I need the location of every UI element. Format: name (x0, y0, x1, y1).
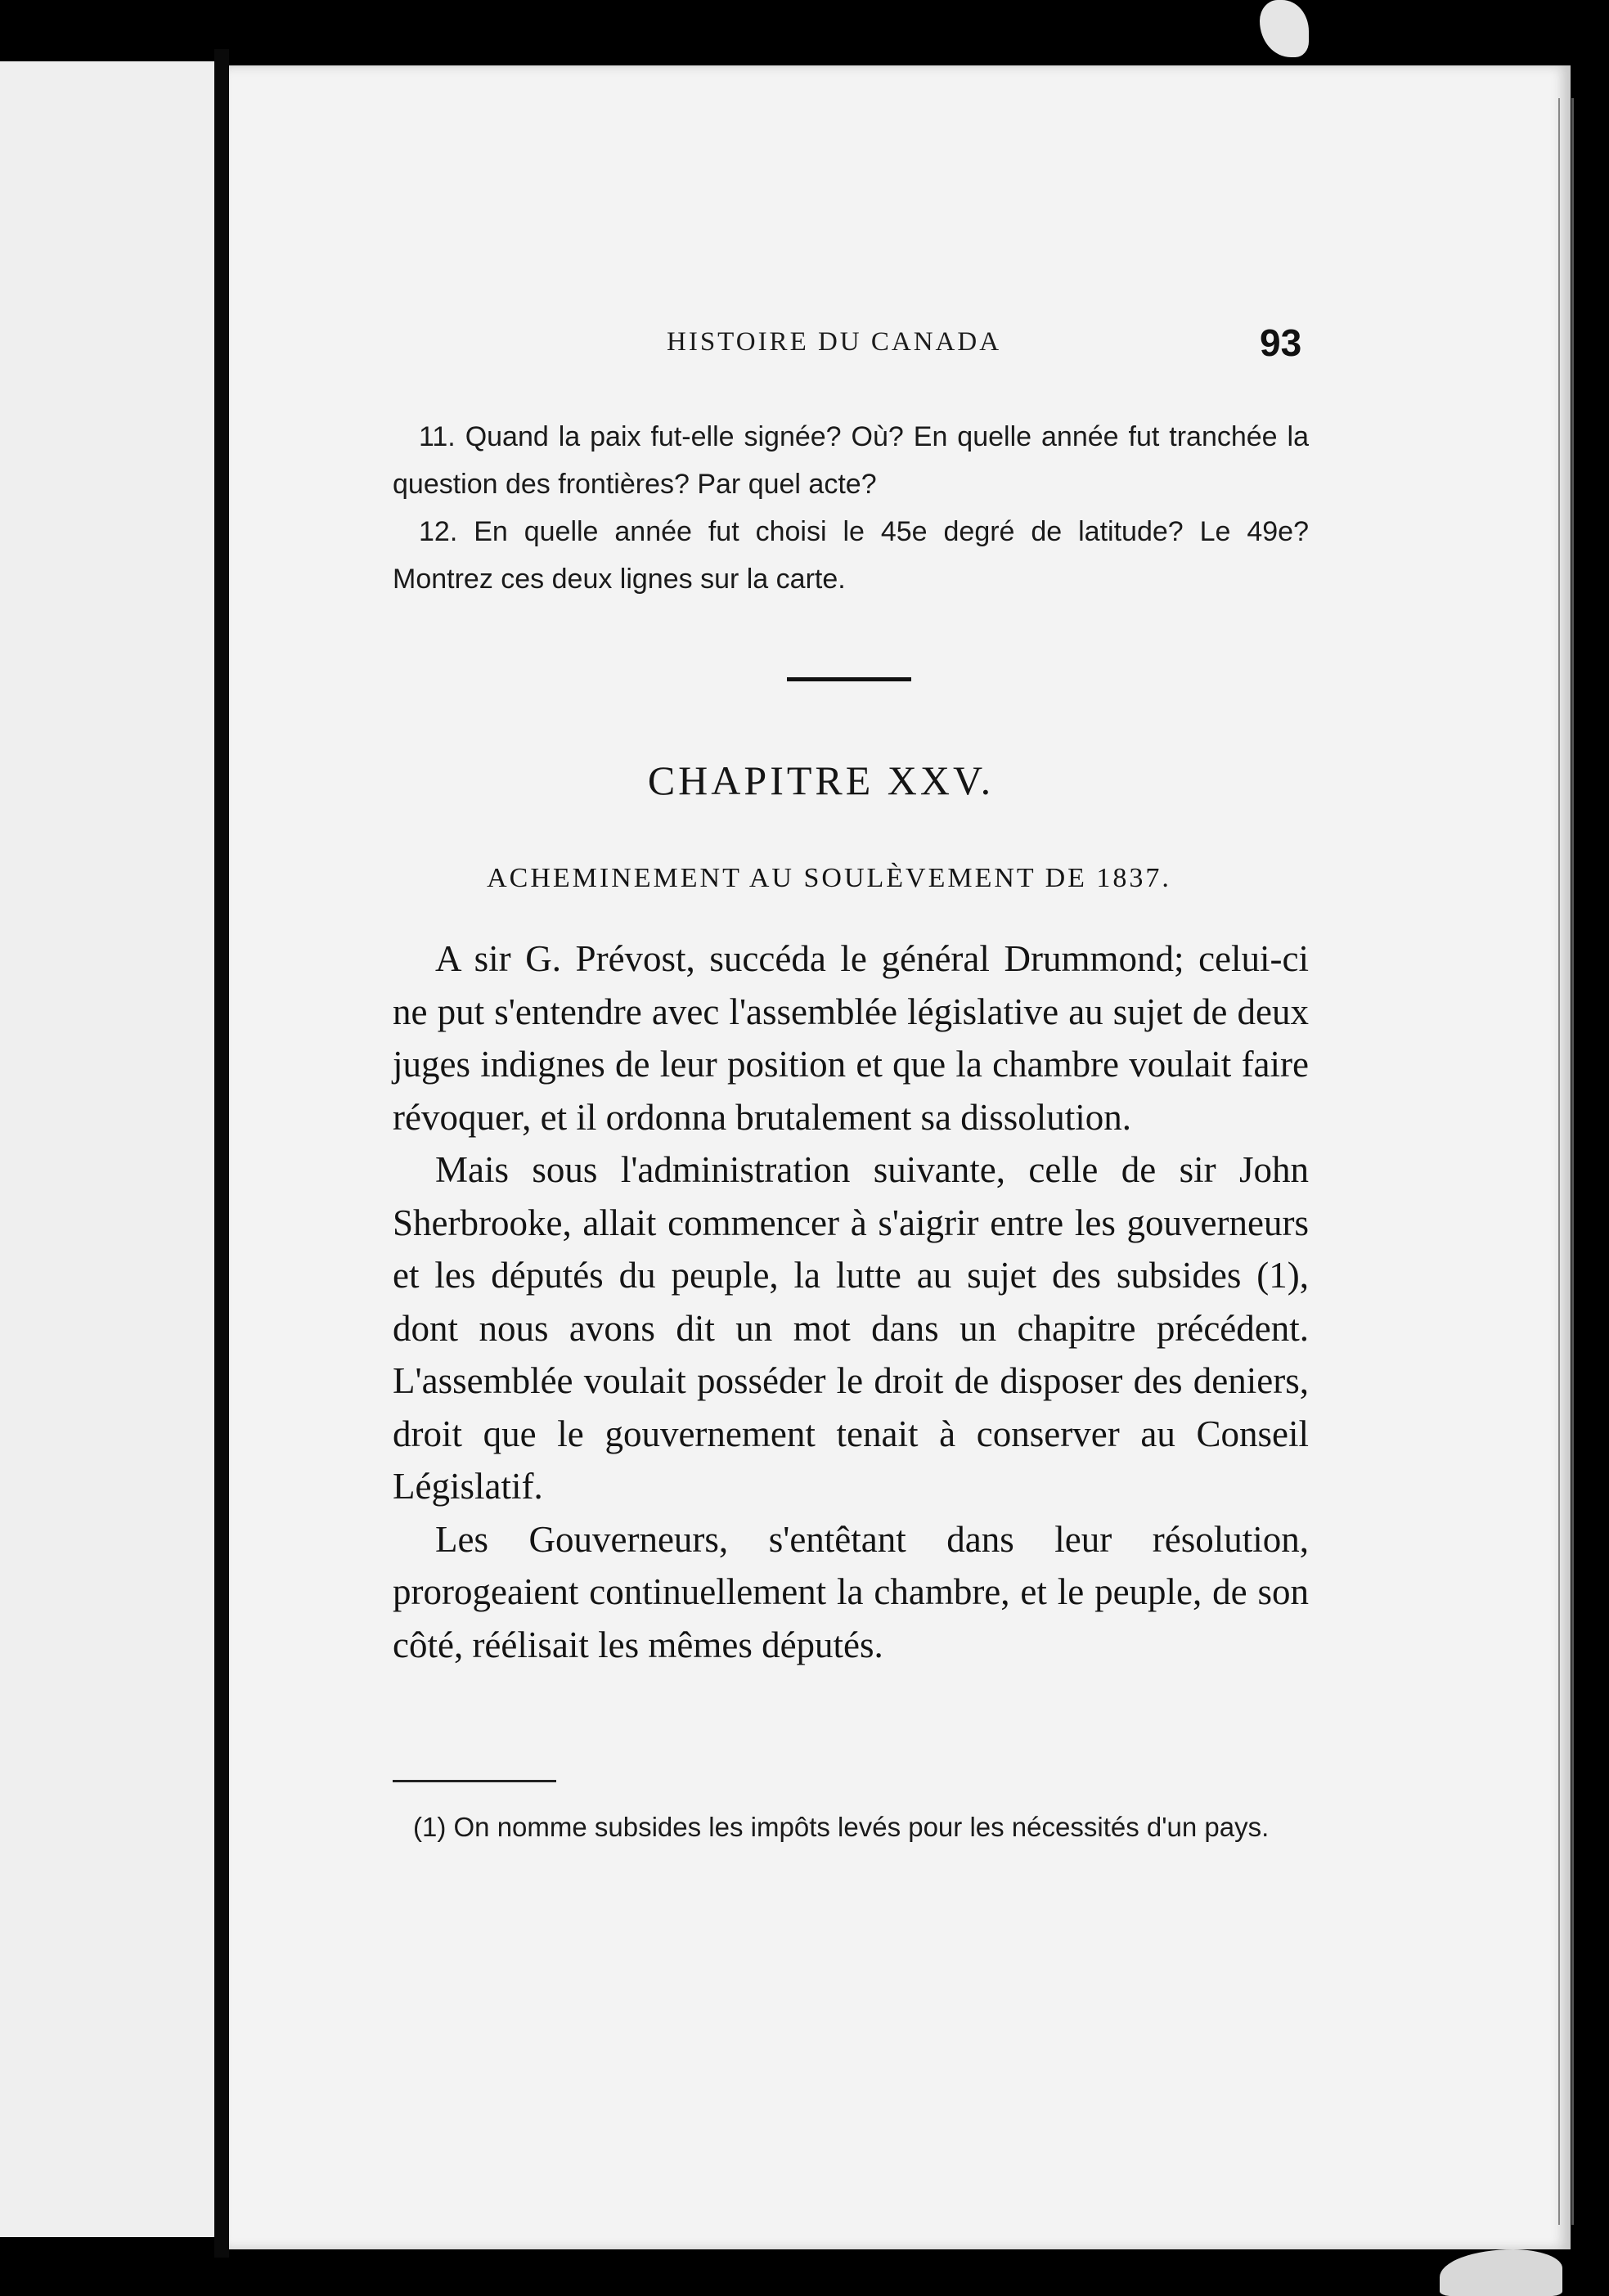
paragraph: A sir G. Prévost, succéda le général Drummond; celui-ci ne put s'entendre avec l'assemblée législative au sujet de deux juges indignes de leur position et que la chambre voulait faire révoquer, et il ordonna brutalement sa dissolution. (393, 938, 1309, 1138)
footnote-text: (1) On nomme subsides les impôts levés pour les nécessités d'un pays. (413, 1812, 1270, 1842)
footnote-rule (393, 1780, 556, 1782)
paragraph: Mais sous l'administration suivante, celle de sir John Sherbrooke, allait commencer à s'aigrir entre les gouverneurs et les députés du peuple, la lutte au sujet des subsides (1), dont nous avons dit un mot dans un chapitre précédent. L'assemblée voulait posséder le droit de disposer des deniers, droit que le gouvernement tenait à conserver au Conseil Législatif. (393, 1149, 1309, 1507)
section-separator (787, 677, 911, 681)
scan-artifact-bottom (1440, 2249, 1562, 2296)
page-number: 93 (1260, 321, 1302, 364)
scan-artifact-top (1260, 0, 1309, 57)
review-questions (393, 413, 1309, 603)
footnote (393, 1804, 1309, 1851)
running-head: HISTOIRE DU CANADA (667, 327, 1002, 357)
paragraph: Les Gouverneurs, s'entêtant dans leur résolution, prorogeaient continuellement la chambre, et le peuple, de son côté, réélisait les mêmes députés. (393, 1518, 1309, 1665)
question-item: 11. Quand la paix fut-elle signée? Où? En quelle année fut tranchée la question des frontières? Par quel acte? (393, 421, 1309, 500)
chapter-body (393, 932, 1309, 1671)
left-page (0, 61, 214, 2237)
chapter-subtitle: ACHEMINEMENT AU SOULÈVEMENT DE 1837. (487, 863, 1171, 893)
book-gutter (214, 49, 229, 2258)
page-edge (1558, 98, 1574, 2225)
chapter-title: CHAPITRE XXV. (647, 757, 995, 803)
question-item: 12. En quelle année fut choisi le 45e degré de latitude? Le 49e? Montrez ces deux lignes sur la carte. (393, 516, 1309, 595)
